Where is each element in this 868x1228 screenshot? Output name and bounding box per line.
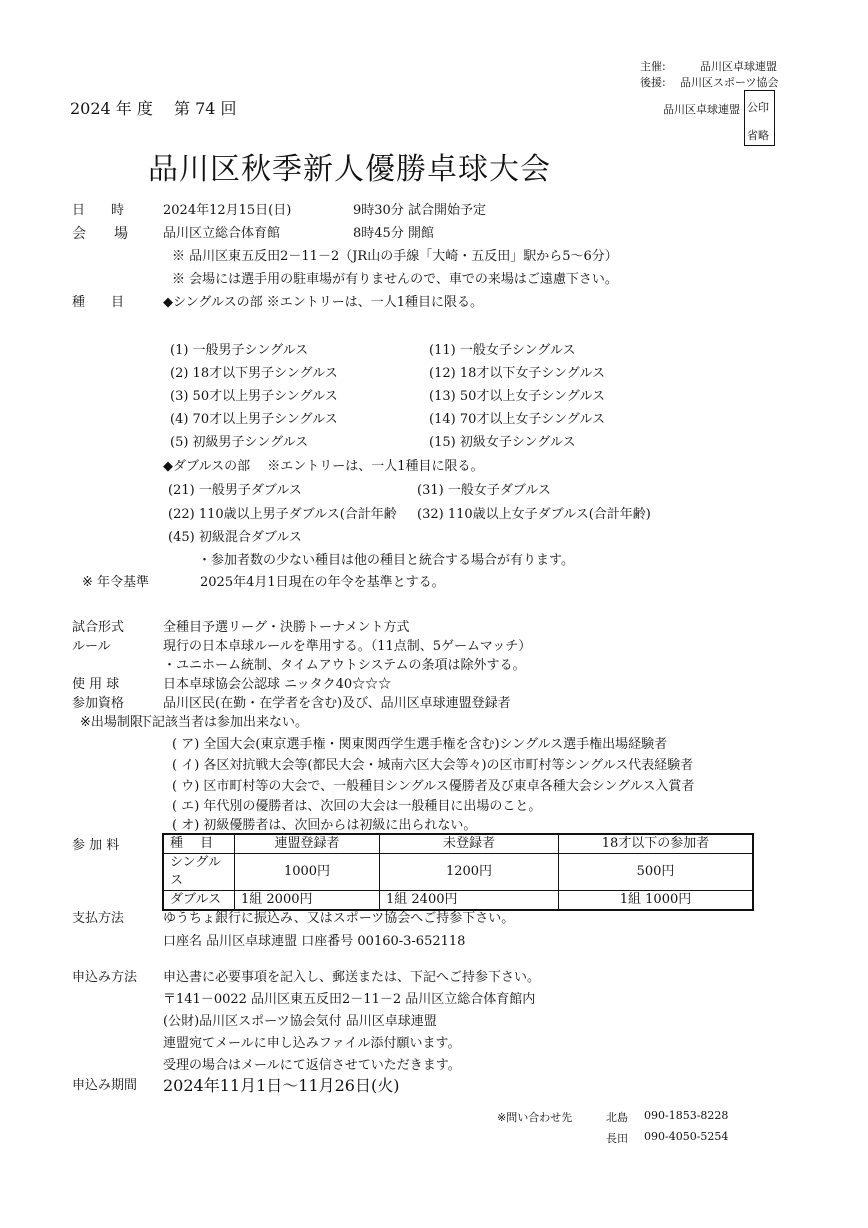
event-item: (2) 18才以下男子シングルス (170, 366, 338, 381)
restriction-item: ( ウ) 区市町村等の大会で、一般種目シングルス優勝者及び東卓各種大会シングルス入賞者 (172, 779, 695, 794)
eligibility-value: 品川区民(在勤・在学者を含む)及び、品川区卓球連盟登録者 (163, 696, 511, 711)
event-item: (11) 一般女子シングルス (429, 343, 576, 358)
event-item: (22) 110歳以上男子ダブルス(合計年齢 (168, 507, 397, 522)
event-item: (5) 初級男子シングルス (170, 435, 309, 450)
seal-box (744, 90, 775, 146)
seal-line2: 省略 (747, 129, 769, 142)
event-item: (3) 50才以上男子シングルス (170, 389, 338, 404)
event-item: (13) 50才以上女子シングルス (429, 389, 605, 404)
application-line: 受理の場合はメールにて返信させていただきます。 (163, 1058, 461, 1073)
support-label: 後援: (640, 76, 666, 89)
events-label: 種 目 (72, 295, 125, 310)
seal-line1: 公印 (747, 101, 769, 114)
format-value: 全種目予選リーグ・決勝トーナメント方式 (163, 620, 410, 635)
singles-header: ◆シングルスの部 ※エントリーは、一人1種目に限る。 (163, 295, 484, 310)
payment-line2: 口座名 品川区卓球連盟 口座番号 00160-3-652118 (163, 934, 466, 949)
restriction-item: ( イ) 各区対抗戦大会等(都民大会・城南六区大会等々)の区市町村等シングルス代表経験者 (172, 758, 694, 773)
contact-phone: 090-4050-5254 (644, 1130, 729, 1143)
event-item: (21) 一般男子ダブルス (168, 483, 302, 498)
table-cell: シングルス (163, 854, 235, 891)
rule-value: 現行の日本卓球ルールを準用する。（11点制、5ゲームマッチ） (163, 639, 532, 654)
table-header-row (163, 834, 753, 854)
table-cell: 1組 1000円 (559, 891, 754, 911)
restriction-value: 下記該当者は参加出来ない。 (139, 715, 309, 730)
contact-name: 長田 (606, 1132, 628, 1145)
event-item: (4) 70才以上男子シングルス (170, 412, 338, 427)
table-cell: 1組 2000円 (235, 891, 380, 911)
application-line: (公財)品川区スポーツ協会気付 品川区卓球連盟 (163, 1014, 437, 1029)
start-time: 9時30分 試合開始予定 (353, 203, 486, 218)
table-row (163, 891, 753, 911)
payment-label: 支払方法 (72, 911, 125, 926)
venue-address-note: ※ 品川区東五反田2－11－2（JR山の手線「大崎・五反田」駅から5～6分） (172, 249, 618, 264)
rule-label: ルール (72, 639, 111, 654)
table-row (163, 854, 753, 891)
restriction-item: ( オ) 初級優勝者は、次回からは初級に出られない。 (172, 818, 477, 833)
table-cell: 1組 2400円 (380, 891, 559, 911)
restriction-item: ( ア) 全国大会(東京選手権・関東関西学生選手権を含む)シングルス選手権出場経験者 (172, 737, 668, 752)
doubles-header: ◆ダブルスの部 ※エントリーは、一人1種目に限る。 (163, 459, 484, 474)
ball-value: 日本卓球協会公認球 ニッタク40☆☆☆ (163, 677, 392, 692)
support-name: 品川区スポーツ協会 (680, 76, 779, 89)
restriction-label: ※出場制限 (80, 715, 143, 730)
host-label: 主催: (640, 60, 666, 73)
event-item: (14) 70才以上女子シングルス (429, 412, 605, 427)
event-item: (32) 110歳以上女子ダブルス(合計年齢) (417, 507, 651, 522)
application-line: 申込書に必要事項を記入し、郵送または、下記へご持参下さい。 (163, 970, 541, 985)
age-rule: 2025年4月1日現在の年令を基準とする。 (200, 575, 445, 590)
application-label: 申込み方法 (72, 970, 138, 985)
date-label: 日 時 (72, 203, 125, 218)
venue-value: 品川区立総合体育館 (163, 226, 281, 241)
fees-label: 参 加 料 (72, 838, 120, 853)
table-cell: 1000円 (235, 854, 380, 891)
table-header-cell: 種 目 (163, 834, 235, 854)
event-item: (45) 初級混合ダブルス (168, 530, 302, 545)
event-item: (15) 初級女子シングルス (429, 435, 576, 450)
parking-note: ※ 会場には選手用の駐車場が有りませんので、車での来場はご遠慮下さい。 (172, 272, 618, 287)
table-header-cell: 未登録者 (380, 834, 559, 854)
table-cell: ダブルス (163, 891, 235, 911)
contact-phone: 090-1853-8228 (644, 1109, 729, 1122)
table-cell: 500円 (559, 854, 754, 891)
page-title: 品川区秋季新人優勝卓球大会 (148, 152, 551, 187)
table-header-cell: 連盟登録者 (235, 834, 380, 854)
period-label: 申込み期間 (72, 1078, 138, 1093)
contact-name: 北島 (606, 1111, 628, 1124)
merge-note: ・参加者数の少ない種目は他の種目と統合する場合が有ります。 (198, 553, 574, 568)
rule-note: ・ユニホーム統制、タイムアウトシステムの条項は除外する。 (163, 658, 526, 673)
seal-org: 品川区卓球連盟 (663, 103, 740, 116)
venue-label: 会 場 (72, 226, 128, 242)
age-label: ※ 年令基準 (82, 575, 150, 590)
event-item: (31) 一般女子ダブルス (417, 483, 551, 498)
open-time: 8時45分 開館 (353, 226, 434, 241)
contact-label: ※問い合わせ先 (497, 1111, 573, 1124)
restriction-item: ( エ) 年代別の優勝者は、次回の大会は一般種目に出場のこと。 (172, 799, 542, 814)
fees-table (162, 833, 754, 911)
event-item: (1) 一般男子シングルス (170, 343, 309, 358)
table-cell: 1200円 (380, 854, 559, 891)
ball-label: 使 用 球 (72, 677, 120, 692)
eligibility-label: 参加資格 (72, 696, 125, 711)
period-value: 2024年11月1日～11月26日(火) (163, 1076, 400, 1095)
application-line: 連盟宛てメールに申し込みファイル添付願います。 (163, 1036, 461, 1051)
application-line: 〒141－0022 品川区東五反田2－11－2 品川区立総合体育館内 (163, 992, 536, 1007)
date-value: 2024年12月15日(日) (163, 203, 292, 218)
table-header-cell: 18才以下の参加者 (559, 834, 754, 854)
edition: 2024 年 度 第 74 回 (70, 99, 237, 118)
payment-line1: ゆうちょ銀行に振込み、又はスポーツ協会へご持参下さい。 (163, 911, 515, 926)
event-item: (12) 18才以下女子シングルス (429, 366, 605, 381)
format-label: 試合形式 (72, 620, 125, 635)
host-name: 品川区卓球連盟 (700, 60, 777, 73)
